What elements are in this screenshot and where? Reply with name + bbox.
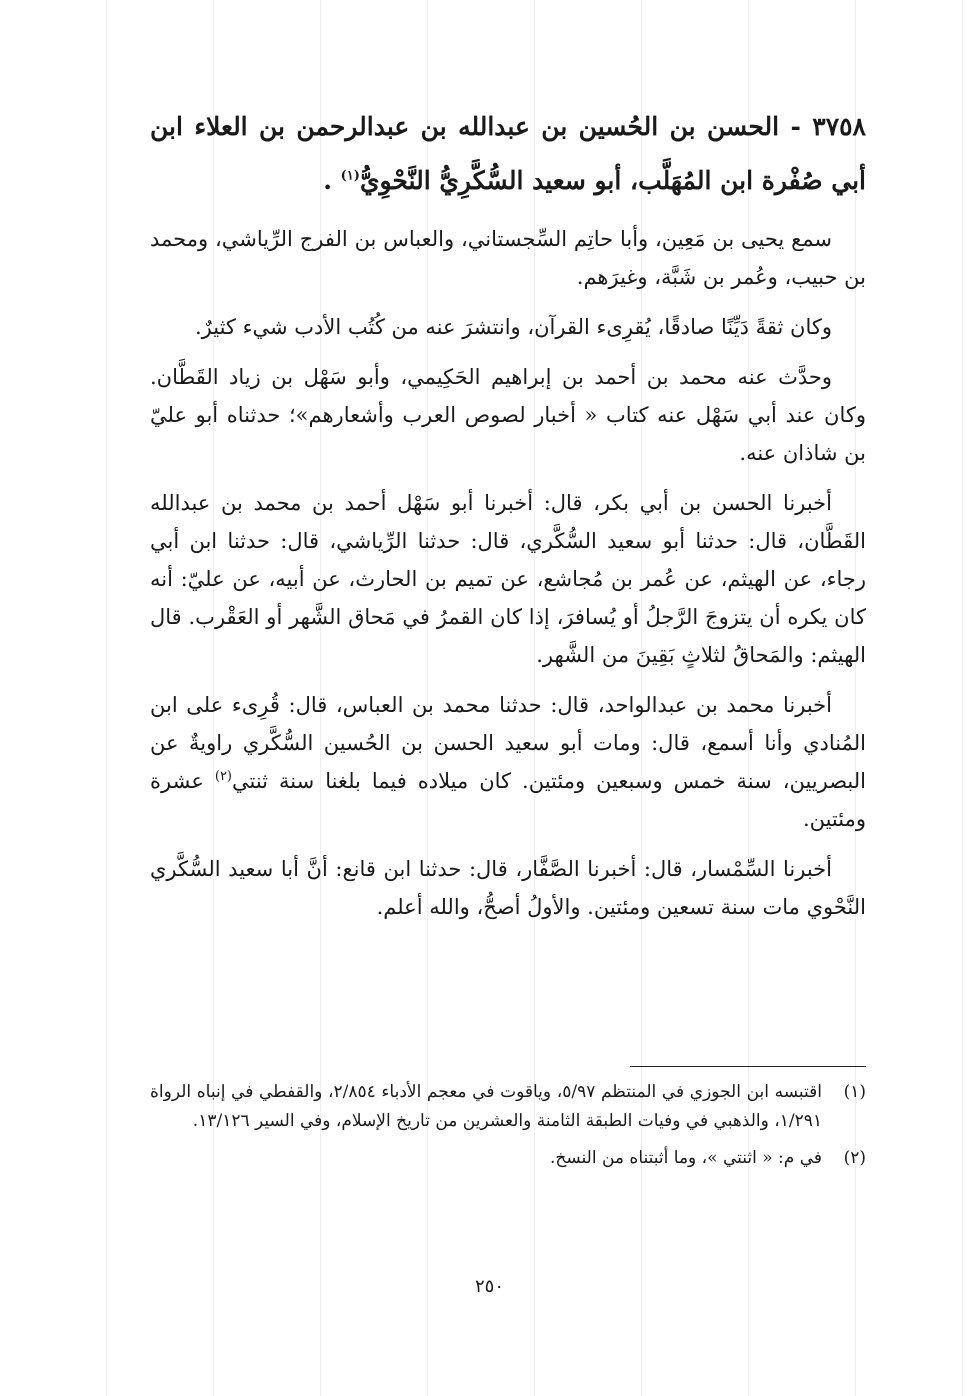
entry-number: ٣٧٥٨	[812, 112, 866, 141]
paragraph-death	[150, 686, 866, 838]
main-text	[150, 100, 866, 938]
paragraph-alt-death: أخبرنا السِّمْسار، قال: أخبرنا الصَّفَّار، قال: حدثنا ابن قانع: أنَّ أبا سعيد السُّكَّري النَّحْوي مات سنة تسعين ومئتين. والأولُ أصحُّ، والله أعلم.	[150, 857, 866, 919]
page-number: ٢٥٠	[474, 1276, 504, 1297]
footnote-text: اقتبسه ابن الجوزي في المنتظم ٥/٩٧، وياقوت في معجم الأدباء ٢/٨٥٤، والقفطي في إنباه الرواة ١/٢٩١، والذهبي في وفيات الطبقة الثامنة والعشرين من تاريخ الإسلام، وفي السير ١٣/١٢٦.	[150, 1082, 822, 1131]
footnote-mark: (١)	[843, 1082, 866, 1102]
footnote-ref-2[interactable]: (٢)	[214, 769, 232, 784]
footnote-ref-1[interactable]: (١)	[340, 168, 360, 184]
footnote-1	[150, 1078, 866, 1136]
paragraph-teachers: سمع يحيى بن مَعِين، وأبا حاتِم السِّجستاني، والعباس بن الفرج الرِّياشي، ومحمد بن حبيب، وعُمر بن شَبَّة، وغيرَهم.	[150, 227, 866, 289]
footnote-2	[150, 1144, 866, 1173]
entry-title-end: .	[323, 166, 341, 195]
paragraph-death-text-end: عشرة ومئتين.	[150, 769, 866, 831]
footnote-text: في م: « اثنتي »، وما أثبتناه من النسخ.	[550, 1148, 822, 1168]
footnote-mark: (٢)	[843, 1148, 866, 1168]
paragraph-students: وحدَّث عنه محمد بن أحمد بن إبراهيم الحَكِيمي، وأبو سَهْل بن زياد القَطَّان. وكان عند أبي سَهْل عنه كتاب « أخبار لصوص العرب وأشعارهم»؛ حدثناه أبو عليّ بن شاذان عنه.	[150, 365, 866, 465]
footnote-divider	[630, 1066, 866, 1067]
entry-separator: -	[790, 112, 801, 141]
paragraph-hadith: أخبرنا الحسن بن أبي بكر، قال: أخبرنا أبو سَهْل أحمد بن محمد بن عبدالله القَطَّان، قال: حدثنا أبو سعيد السُّكَّري، قال: حدثنا الرِّياشي، قال: حدثنا ابن أبي رجاء، عن الهيثم، عن عُمر بن مُجاشع، عن تميم بن الحارث، عن أبيه، عن عليّ: أنه كان يكره أن يتزوجَ الرَّجلُ أو يُسافرَ، إذا كان القمرُ في مَحاق الشَّهر أو العَقْرب. قال الهيثم: والمَحاقُ لثلاثٍ بَقِينَ من الشَّهر.	[150, 491, 866, 667]
footnotes	[150, 1078, 866, 1181]
entry-heading	[150, 100, 866, 208]
paragraph-death-text: أخبرنا محمد بن عبدالواحد، قال: حدثنا محمد بن العباس، قال: قُرِىء على ابن المُنادي وأنا أسمع، قال: ومات أبو سعيد الحسن بن الحُسين السُّكَّري راويةٌ عن البصريين، سنة خمس وسبعين ومئتين. كان ميلاده فيما بلغنا سنة ثنتي	[150, 693, 867, 793]
paragraph-character: وكان ثقةً دَيِّنًا صادقًا، يُقرِىء القرآن، وانتشرَ عنه من كُتُب الأدب شيء كثيرٌ.	[195, 315, 832, 339]
entry-title: الحسن بن الحُسين بن عبدالله بن عبدالرحمن بن العلاء ابن أبي صُفْرة ابن المُهَلَّب، أبو سعيد السُّكَّرِيُّ النَّحْوِيُّ	[150, 112, 866, 195]
